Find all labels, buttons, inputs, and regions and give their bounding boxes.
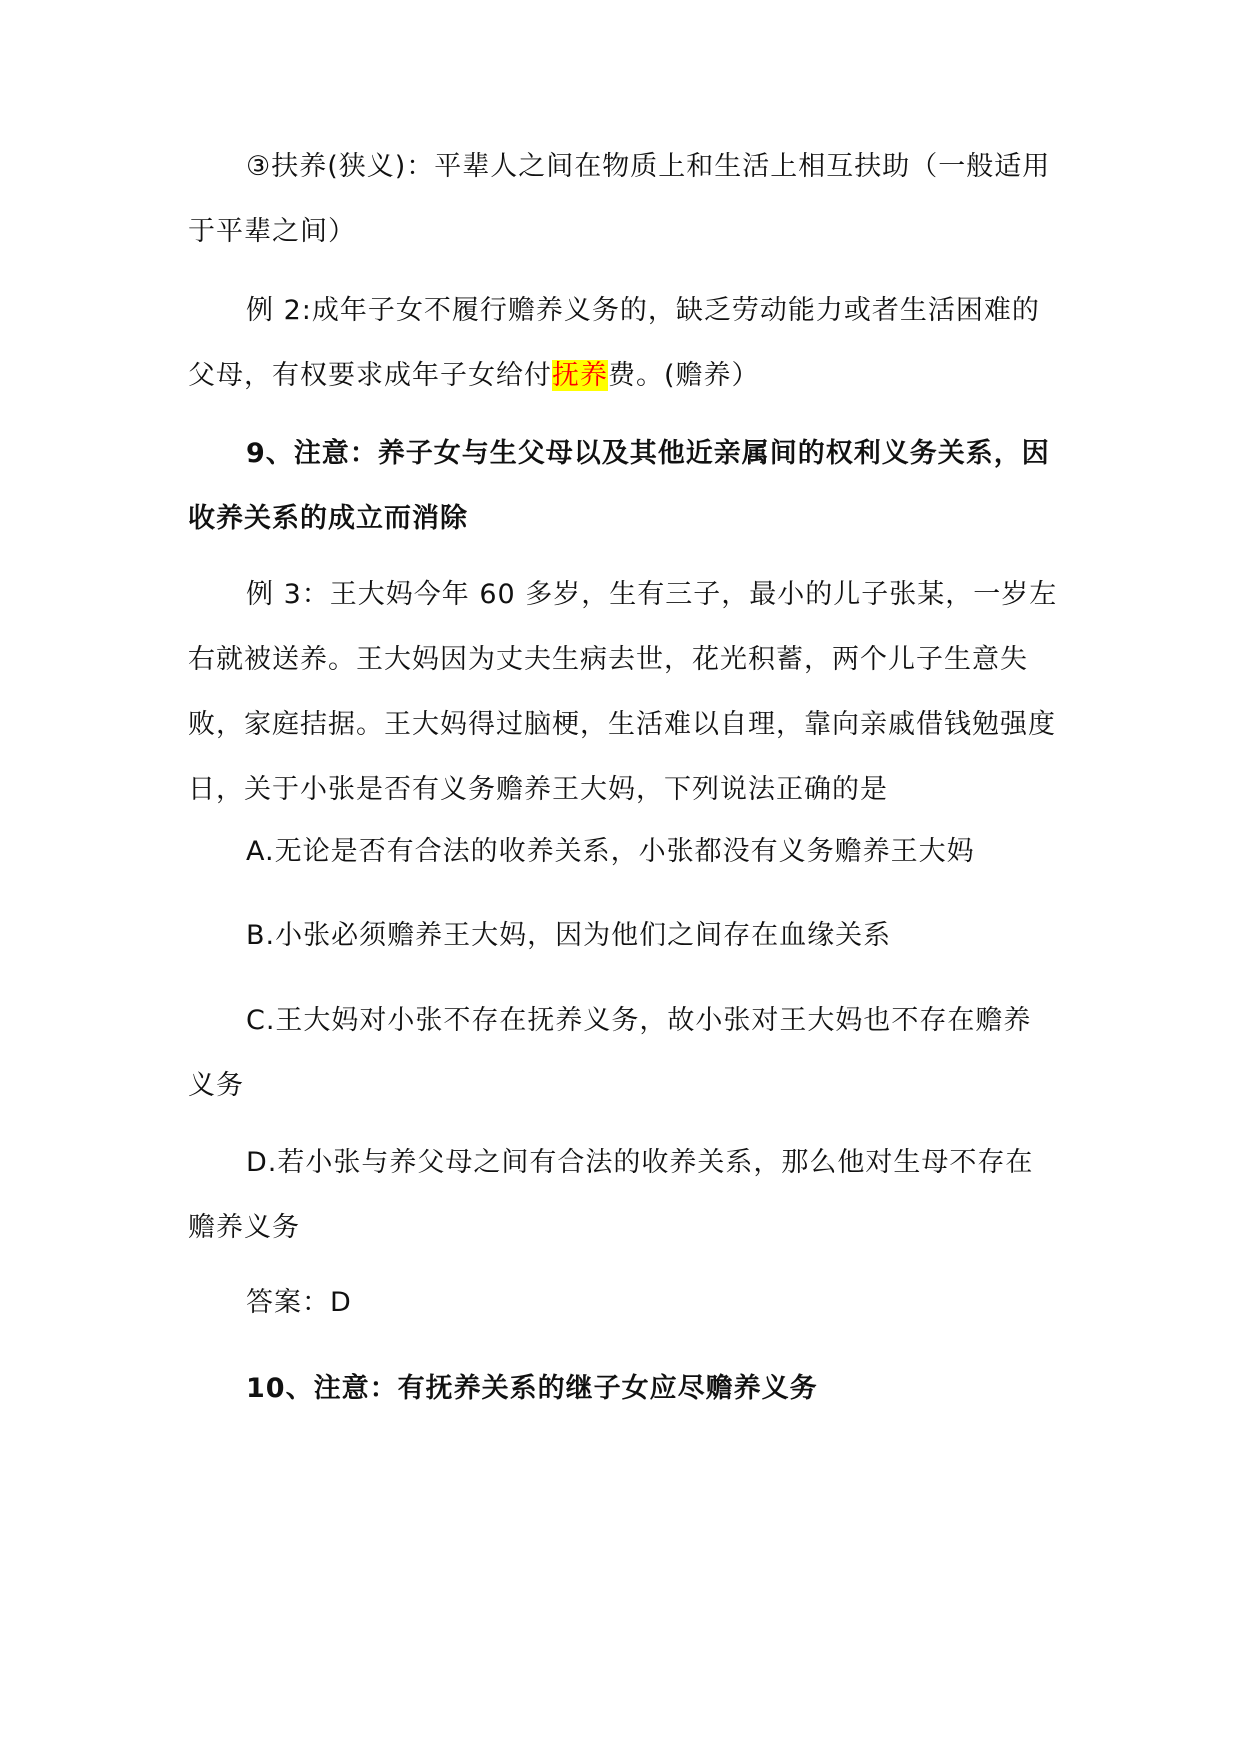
option-a: A.无论是否有合法的收养关系，小张都没有义务赡养王大妈 (246, 836, 975, 867)
answer-line: 答案：D (246, 1287, 352, 1318)
paragraph-example-3: 例 3：王大妈今年 60 多岁，生有三子，最小的儿子张某，一岁左右就被送养。王大妈因为丈夫生病去世，花光积蓄，两个儿子生意失败，家庭拮据。王大妈得过脑梗，生活难以自理，靠向亲戚借钱勉强度日，关于小张是否有义务赡养王大妈，下列说法正确的是 (188, 579, 1058, 805)
highlighted-term: 抚养 (552, 360, 608, 391)
heading-note-10: 10、注意：有抚养关系的继子女应尽赡养义务 (246, 1373, 818, 1404)
heading-note-9: 9、注意：养子女与生父母以及其他近亲属间的权利义务关系，因收养关系的成立而消除 (188, 438, 1050, 534)
example-2-text: 例 2:成年子女不履行赡养义务的，缺乏劳动能力或者生活困难的父母，有权要求成年子女给付 (188, 295, 1040, 391)
example-2-text-end: 费。(赡养） (608, 360, 760, 391)
option-b: B.小张必须赡养王大妈，因为他们之间存在血缘关系 (246, 920, 892, 951)
option-c: C.王大妈对小张不存在抚养义务，故小张对王大妈也不存在赡养义务 (188, 1005, 1032, 1101)
paragraph-example-2 (188, 278, 1058, 408)
paragraph-fuyang-definition: ③扶养(狭义)：平辈人之间在物质上和生活上相互扶助（一般适用于平辈之间） (188, 151, 1051, 247)
option-d: D.若小张与养父母之间有合法的收养关系，那么他对生母不存在赡养义务 (188, 1147, 1034, 1243)
